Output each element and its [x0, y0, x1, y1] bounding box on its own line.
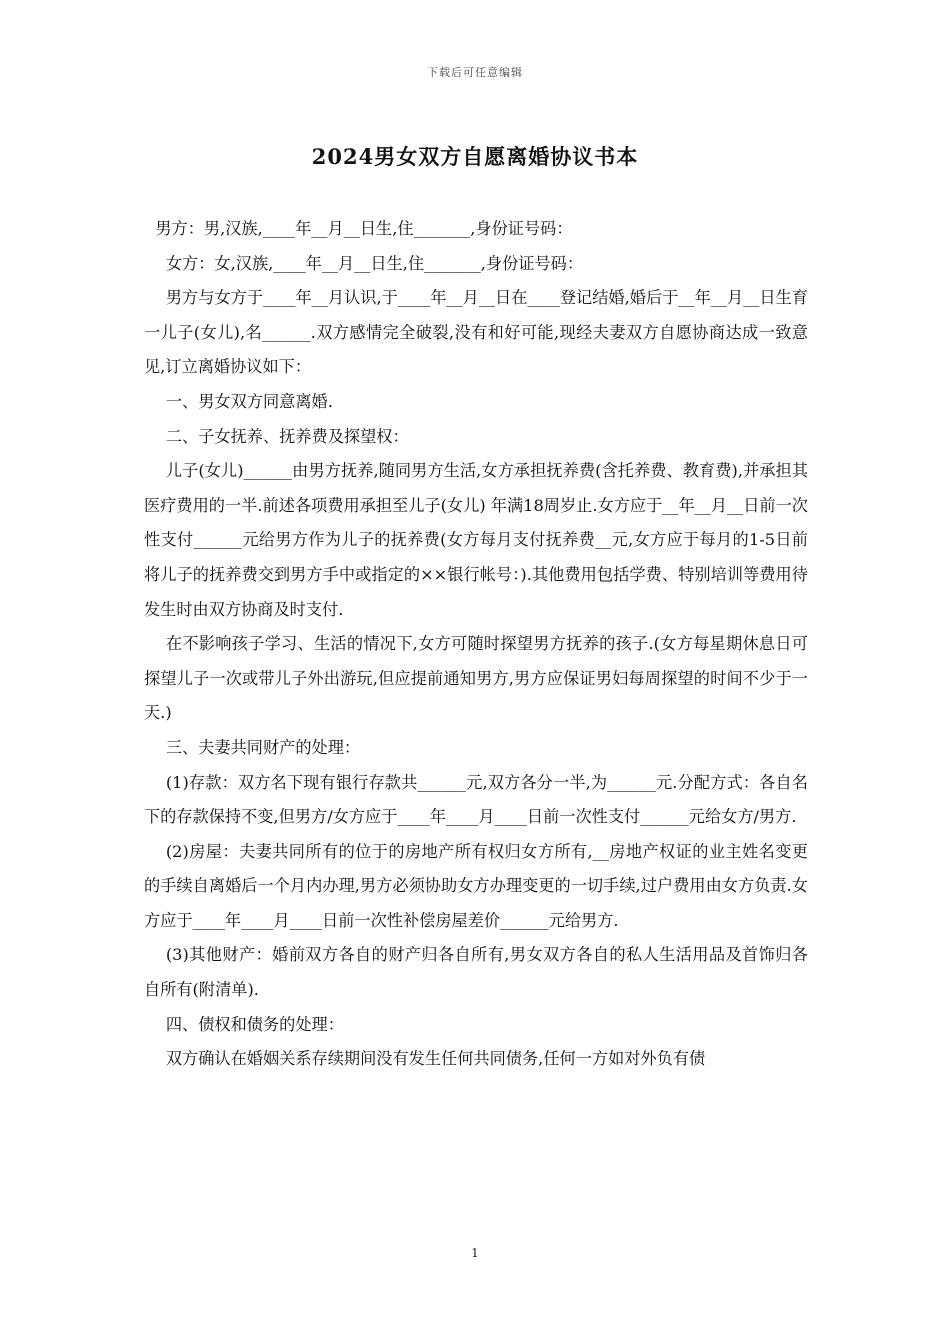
clause-1-heading: 一、男女双方同意离婚. — [165, 391, 333, 411]
clause-4-heading: 四、债权和债务的处理： — [165, 1014, 344, 1034]
other-property-paragraph: (3)其他财产：婚前双方各自的财产归各自所有,男女双方各自的私人生活用品及首饰归各自所有(附清单). — [144, 945, 808, 1000]
child-custody-paragraph: 儿子(女儿)______由男方抚养,随同男方生活,女方承担抚养费(含托养费、教育费),并承担其医疗费用的一半.前述各项费用承担至儿子(女儿) 年满18周岁止.女方应于__年__月__日前一次性支付______元给男方作为儿子的抚养费(女方每月支付抚养费__元,女方应于每月的1-5日前将儿子的抚养费交到男方手中或指定的××银行帐号：).其他费用包括学费、特别培训等费用待发生时由双方协商及时支付. — [144, 461, 808, 619]
wife-info-paragraph: 女方：女,汉族,____年__月__日生,住_______,身份证号码： — [165, 253, 584, 273]
clause-2-heading: 二、子女抚养、抚养费及探望权： — [165, 426, 409, 446]
page-number: 1 — [471, 1246, 479, 1260]
document-title: 2024男女双方自愿离婚协议书本 — [311, 144, 639, 169]
clause-3-heading: 三、夫妻共同财产的处理： — [165, 737, 361, 757]
debts-paragraph: 双方确认在婚姻关系存续期间没有发生任何共同债务,任何一方如对外负有债 — [165, 1049, 706, 1069]
download-note: 下载后可任意编辑 — [427, 66, 523, 79]
deposits-paragraph: (1)存款：双方名下现有银行存款共______元,双方各分一半,为______元.分配方式：各自名下的存款保持不变,但男方/女方应于____年____月____日前一次性支付______元给女方/男方. — [144, 772, 808, 827]
husband-info-paragraph: 男方：男,汉族,____年__月__日生,住_______,身份证号码： — [155, 219, 573, 238]
visitation-paragraph: 在不影响孩子学习、生活的情况下,女方可随时探望男方抚养的孩子.(女方每星期休息日可探望儿子一次或带儿子外出游玩,但应提前通知男方,男方应保证男妇每周探望的时间不少于一天.) — [144, 634, 808, 723]
marriage-background-paragraph: 男方与女方于____年__月认识,于____年__月__日在____登记结婚,婚后于__年__月__日生育一儿子(女儿),名______.双方感情完全破裂,没有和好可能,现经夫妻双方自愿协商达成一致意见,订立离婚协议如下： — [144, 288, 808, 377]
agreement-body — [144, 212, 808, 1077]
house-paragraph: (2)房屋：夫妻共同所有的位于的房地产所有权归女方所有,__房地产权证的业主姓名变更的手续自离婚后一个月内办理,男方必须协助女方办理变更的一切手续,过户费用由女方负责.女方应于____年____月____日前一次性补偿房屋差价______元给男方. — [144, 841, 808, 930]
